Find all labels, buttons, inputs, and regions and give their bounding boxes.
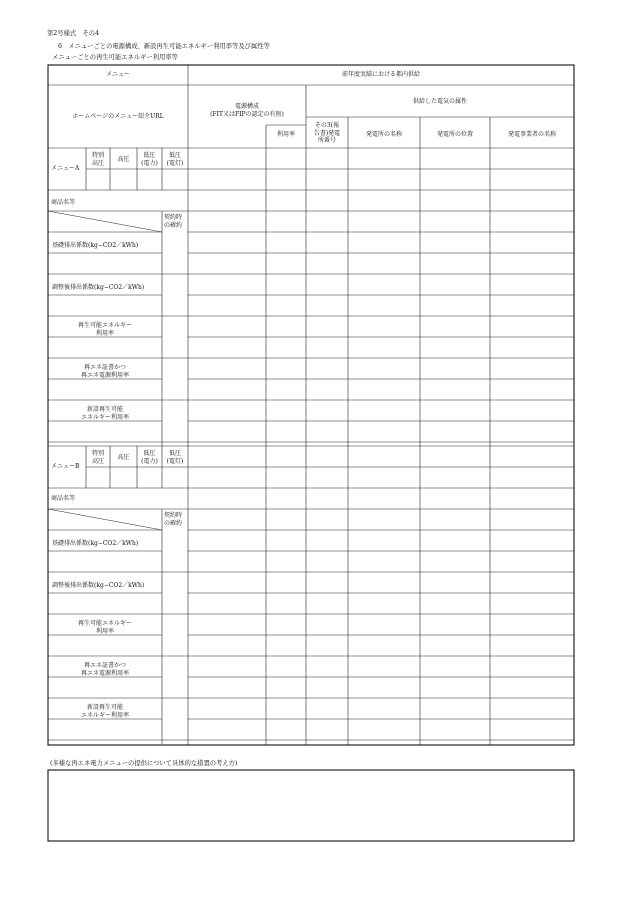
high-voltage-label: 高圧 — [117, 156, 130, 163]
supply-attr-label: 供給した電気の属性 — [412, 98, 467, 105]
adjusted-emission-coef-label: 調整後排出係数(kg−CO2／kWh) — [52, 582, 145, 589]
certificate-renewable-rate-label: 再エネ証書かつ 再エネ電源利用率 — [80, 662, 129, 677]
certificate-renewable-rate-label: 再エネ証書かつ 再エネ電源利用率 — [80, 364, 129, 379]
menu-label: メニューB — [51, 463, 80, 470]
usage-rate-label: 利用率 — [276, 131, 295, 138]
diagonal-line — [48, 509, 162, 530]
product-name-label: 商品名等 — [51, 495, 76, 502]
low-voltage-power-label: 低圧 (電力) — [141, 152, 158, 167]
table-subtitle: メニューごとの再生可能エネルギー利用率等 — [52, 54, 178, 61]
homepage-url-label: ホームページのメニュー紹介URL — [72, 113, 164, 120]
diagonal-line — [48, 211, 162, 232]
operator-name-label: 発電事業者の名称 — [507, 131, 556, 138]
menu-header: メニュー — [105, 71, 130, 78]
special-high-voltage-label: 特別 高圧 — [91, 152, 104, 167]
basic-emission-coef-label: 基礎排出係数(kg−CO2／kWh) — [52, 242, 139, 249]
contract-commitment-label: 契約時 の確約 — [164, 512, 183, 527]
measures-note-label: (多様な再エネ電力メニューの提供について具体的な措置の考え方) — [50, 760, 238, 767]
plant-name-label: 発電所の名称 — [365, 131, 402, 138]
basic-emission-coef-label: 基礎排出係数(kg−CO2／kWh) — [52, 540, 139, 547]
section-title: 6 メニューごとの電源構成、新設再生可能エネルギー利用率等及び属性等 — [58, 43, 270, 50]
table-border — [48, 65, 574, 745]
new-renewable-rate-label: 新設再生可能 エネルギー利用率 — [80, 704, 129, 719]
measures-note-box — [48, 770, 574, 841]
power-mix-label: 電源構成 (FIT又はFIPの認定の有無) — [210, 103, 284, 118]
adjusted-emission-coef-label: 調整後排出係数(kg−CO2／kWh) — [52, 284, 145, 291]
plant-number-label: その3(報 告書)発電 所番号 — [313, 122, 341, 144]
high-voltage-label: 高圧 — [117, 454, 130, 461]
contract-commitment-label: 契約時 の確約 — [164, 214, 183, 229]
menu-label: メニューA — [51, 165, 80, 172]
low-voltage-power-label: 低圧 (電力) — [141, 450, 158, 465]
renewable-rate-label: 再生可能エネルギー 利用率 — [77, 620, 132, 635]
form-number: 第2号様式 その4 — [47, 30, 100, 37]
plant-location-label: 発電所の位置 — [436, 131, 473, 138]
prev-year-header: 前年度実績における都内供給 — [341, 71, 420, 78]
low-voltage-light-label: 低圧 (電灯) — [166, 152, 184, 167]
product-name-label: 商品名等 — [51, 199, 76, 206]
low-voltage-light-label: 低圧 (電灯) — [166, 450, 184, 465]
new-renewable-rate-label: 新設再生可能 エネルギー利用率 — [80, 406, 129, 421]
special-high-voltage-label: 特別 高圧 — [91, 450, 104, 465]
renewable-rate-label: 再生可能エネルギー 利用率 — [77, 322, 132, 337]
